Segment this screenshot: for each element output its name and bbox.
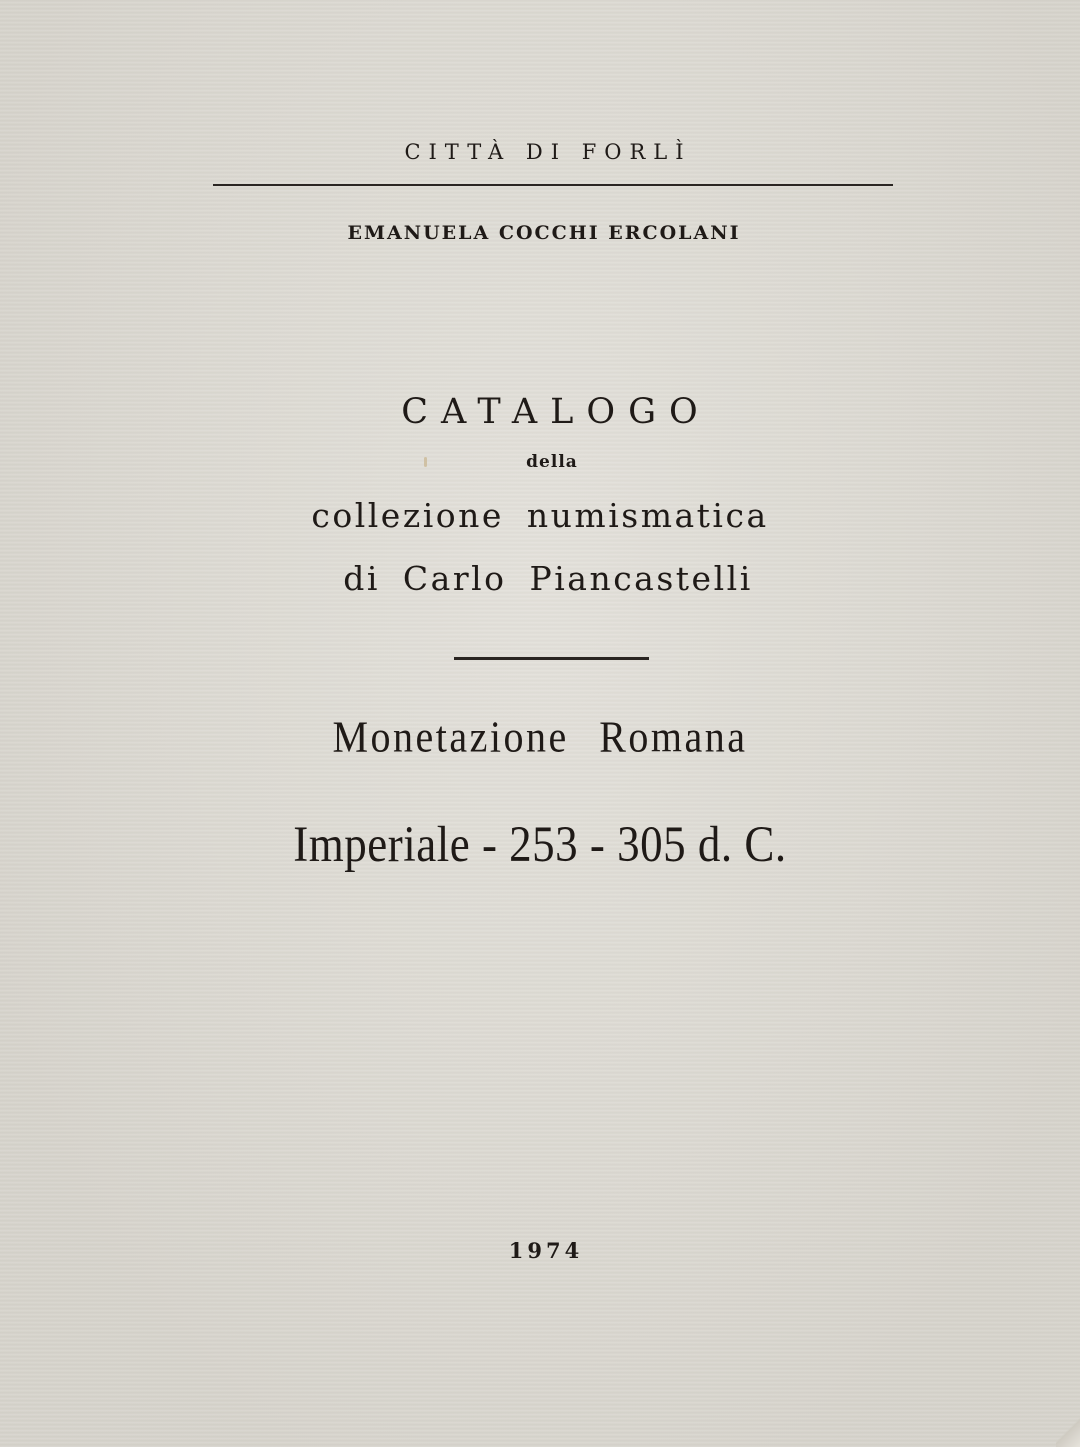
title-connector: della xyxy=(526,452,578,472)
top-divider xyxy=(213,184,893,186)
subtitle-line-1: Monetazione Romana xyxy=(332,711,748,762)
title-main: CATALOGO xyxy=(401,392,711,432)
title-line-2: di Carlo Piancastelli xyxy=(343,559,753,598)
author-name: EMANUELA COCCHI ERCOLANI xyxy=(347,222,741,244)
corner-wear xyxy=(1056,1417,1080,1447)
publication-year: 1974 xyxy=(508,1238,584,1263)
title-line-1: collezione numismatica xyxy=(311,496,769,535)
middle-divider xyxy=(454,657,649,660)
publisher-city: CITTÀ DI FORLÌ xyxy=(404,140,692,164)
subtitle-line-2: Imperiale - 253 - 305 d. C. xyxy=(293,816,787,873)
